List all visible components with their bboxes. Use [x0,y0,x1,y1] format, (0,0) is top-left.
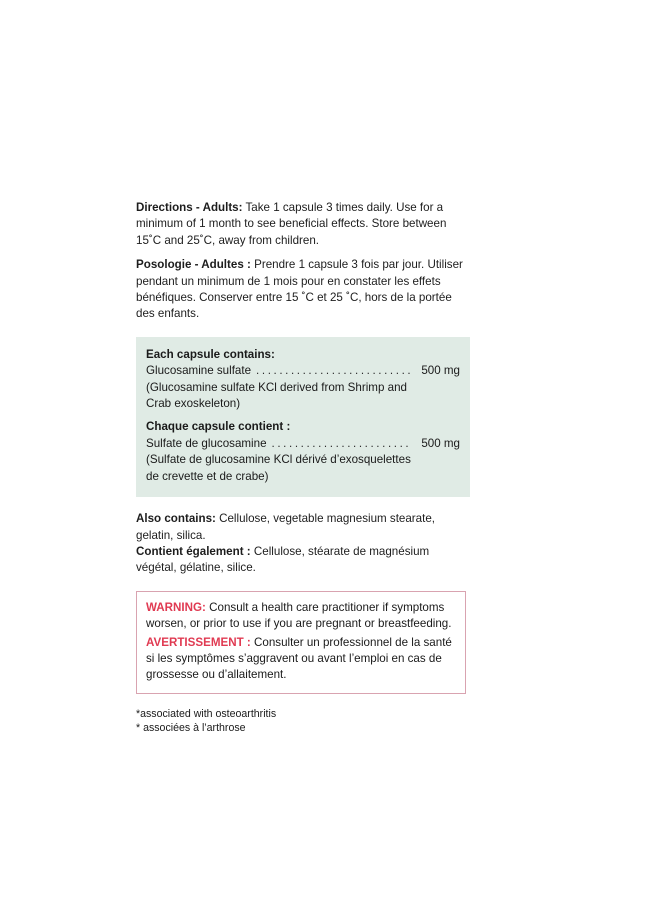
footnote-french: * associées à l’arthrose [136,722,246,735]
supplement-label-panel [136,200,470,736]
warning-english-lead: WARNING: [146,600,206,614]
also-contains-french-lead: Contient également : [136,544,251,558]
ingredient-english-amount: 500 mg [421,364,460,378]
warning-english [146,600,456,633]
ingredient-english-leader: ........................... [256,364,414,378]
ingredient-english-source-line-2: Crab exoskeleton) [146,397,241,411]
warning-french-body: Consulter un professionnel de la santé si les symptômes s’aggravent ou avant l’emploi en cas de grossesse ou d’allaitement. [146,635,452,682]
directions-english-body: Take 1 capsule 3 times daily. Use for a minimum of 1 month to see beneficial effects. Store between 15˚C and 25˚C, away from children. [136,201,447,247]
directions-english [136,200,470,249]
footnote-english: *associated with osteoarthritis [136,707,277,720]
ingredient-english-source-line-1: (Glucosamine sulfate KCl derived from Shrimp and [146,380,407,394]
directions-french [136,257,470,323]
warning-french-lead: AVERTISSEMENT : [146,635,251,649]
ingredient-french-source-line-2: de crevette et de crabe) [146,469,269,483]
ingredients-panel [136,337,470,497]
ingredients-english-row [146,363,460,379]
directions-english-lead: Directions - Adults: [136,201,243,214]
ingredients-english-heading: Each capsule contains: [146,347,275,361]
ingredient-french-leader: ........................ [271,436,412,450]
also-contains-french [136,544,470,577]
ingredients-french-heading: Chaque capsule contient : [146,420,291,434]
ingredients-french-row [146,436,460,452]
warning-english-body: Consult a health care practitioner if symptoms worsen, or prior to use if you are pregnant or breastfeeding. [146,600,452,631]
directions-french-body: Prendre 1 capsule 3 fois par jour. Utiliser pendant un minimum de 1 mois pour en constater les effets bénéfiques. Conserver entre 15 ˚C et 25 ˚C, hors de la portée des enfants. [136,258,463,321]
ingredient-french-amount: 500 mg [421,436,460,450]
also-contains-english-body: Cellulose, vegetable magnesium stearate, gelatin, silica. [136,512,436,542]
directions-section [136,200,470,323]
ingredient-french-source-line-1: (Sulfate de glucosamine KCl dérivé d’exosquelettes [146,453,411,467]
also-contains-section [136,511,470,577]
ingredient-french-name: Sulfate de glucosamine [146,436,267,450]
directions-french-lead: Posologie - Adultes : [136,258,251,272]
footnotes-section [136,707,470,736]
ingredient-english-name: Glucosamine sulfate [146,364,252,378]
also-contains-french-body: Cellulose, stéarate de magnésium végétal, gélatine, silice. [136,544,430,575]
also-contains-english [136,511,470,544]
warning-french [146,635,456,684]
warning-box [136,591,466,694]
also-contains-english-lead: Also contains: [136,512,216,526]
